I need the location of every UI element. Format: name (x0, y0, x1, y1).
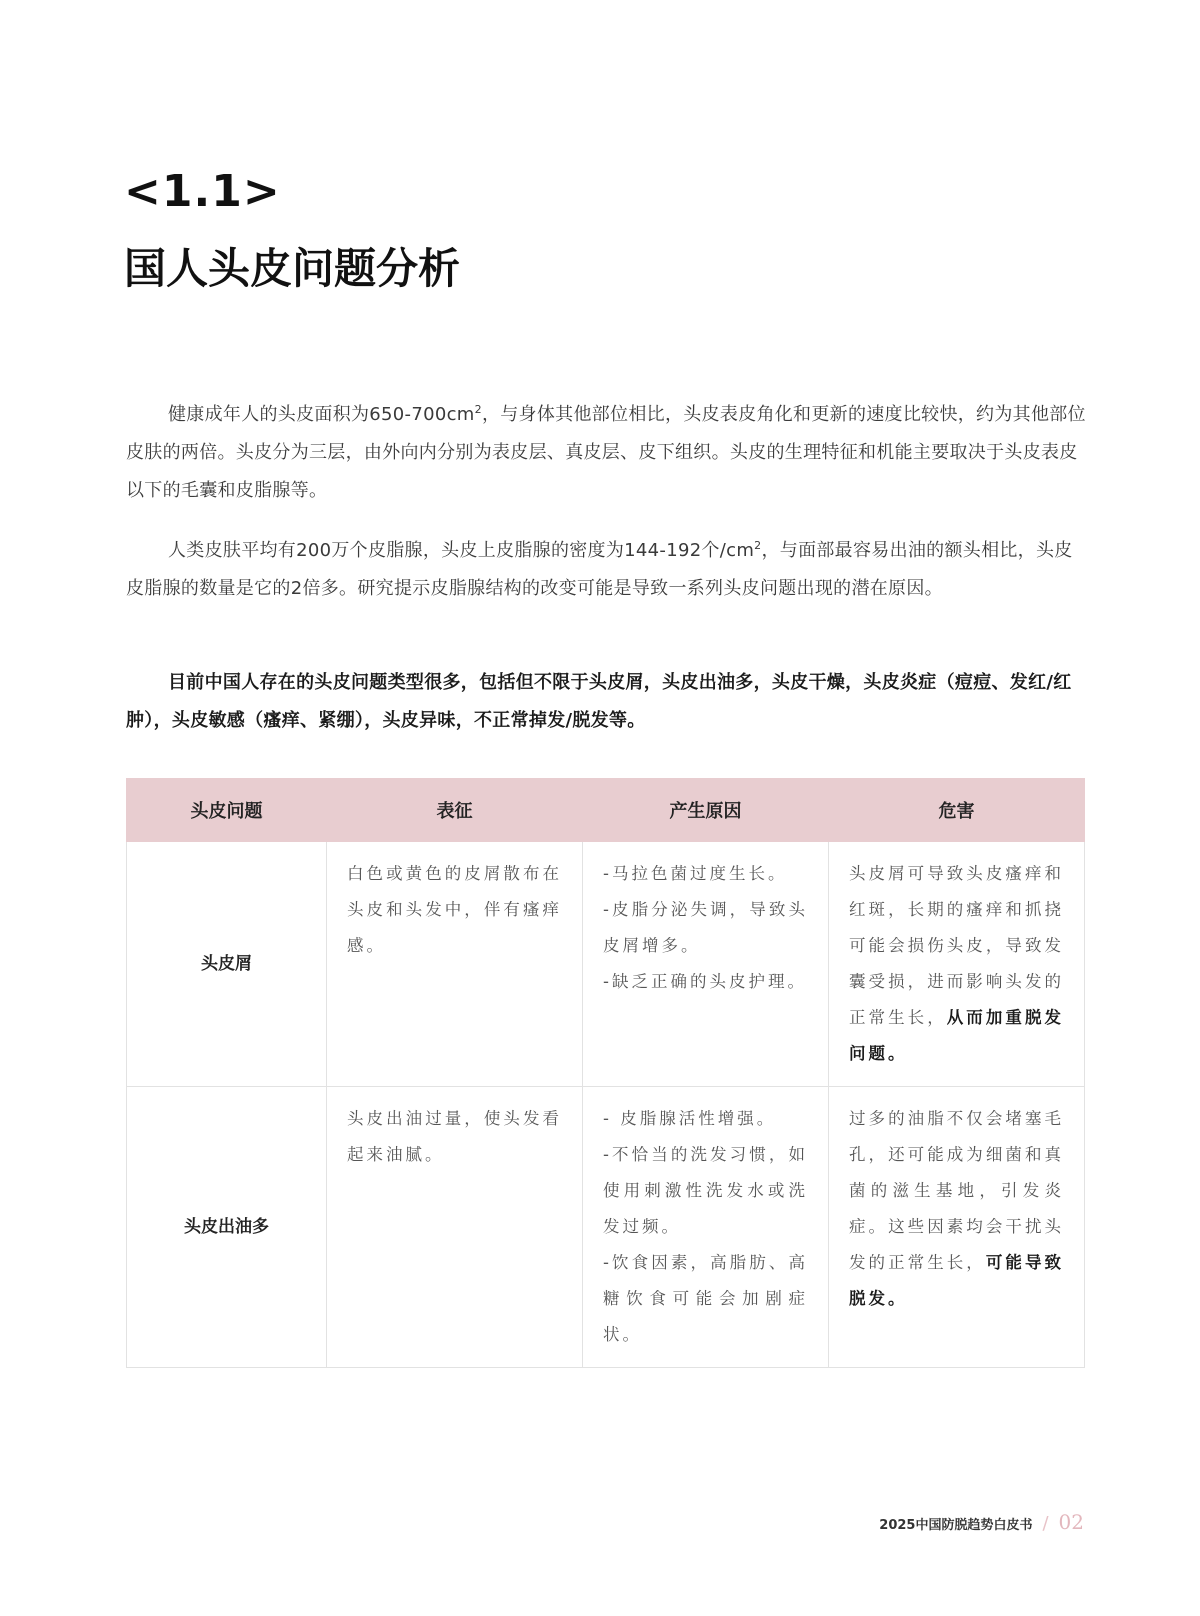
section-number: <1.1> (124, 166, 281, 217)
harm-cell: 头皮屑可导致头皮瘙痒和红斑，长期的瘙痒和抓挠可能会损伤头皮，导致发囊受损，进而影响头发的正常生长，从而加重脱发问题。 (829, 842, 1085, 1087)
problem-name: 头皮屑 (127, 842, 327, 1087)
section-title: 国人头皮问题分析 (124, 244, 461, 293)
paragraph-scalp-problem-types: 目前中国人存在的头皮问题类型很多，包括但不限于头皮屑，头皮出油多，头皮干燥，头皮炎症（痘痘、发红/红肿），头皮敏感（瘙痒、紧绷），头皮异味，不正常掉发/脱发等。 (126, 672, 1072, 731)
table-row (127, 1087, 1085, 1368)
table-row (127, 842, 1085, 1087)
symptom-cell: 头皮出油过量，使头发看起来油腻。 (327, 1087, 583, 1368)
symptom-cell: 白色或黄色的皮屑散布在头皮和头发中，伴有瘙痒感。 (327, 842, 583, 1087)
cause-item: -饮食因素，高脂肪、高糖饮食可能会加剧症状。 (603, 1253, 808, 1344)
footer-title: 2025中国防脱趋势白皮书 (879, 1518, 1033, 1533)
problem-name: 头皮出油多 (127, 1087, 327, 1368)
header-problem: 头皮问题 (127, 779, 327, 842)
harm-emphasis: 从而加重脱发问题。 (849, 1008, 1065, 1063)
cause-item: -缺乏正确的头皮护理。 (603, 972, 807, 991)
header-harm: 危害 (829, 779, 1085, 842)
cause-item: -马拉色菌过度生长。 (603, 864, 788, 883)
footer-separator: / (1042, 1513, 1049, 1534)
page-number: 02 (1058, 1510, 1084, 1534)
paragraph-scalp-area: 健康成年人的头皮面积为$650-700cm^2$，与身体其他部位相比，头皮表皮角化和更新的速度比较快，约为其他部位皮肤的两倍。头皮分为三层，由外向内分别为表皮层、真皮层、皮下组织。头皮的生理特征和机能主要取决于头皮表皮以下的毛囊和皮脂腺等。 (126, 403, 1086, 501)
header-cause: 产生原因 (583, 779, 829, 842)
table-header-row (127, 779, 1085, 842)
cause-cell (583, 1087, 829, 1368)
header-symptom: 表征 (327, 779, 583, 842)
harm-cell: 过多的油脂不仅会堵塞毛孔，还可能成为细菌和真菌的滋生基地，引发炎症。这些因素均会干扰头发的正常生长，可能导致脱发。 (829, 1087, 1085, 1368)
paragraph-sebaceous-glands: 人类皮肤平均有200万个皮脂腺，头皮上皮脂腺的密度为144-192个$/cm^2$，与面部最容易出油的额头相比，头皮皮脂腺的数量是它的2倍多。研究提示皮脂腺结构的改变可能是导致一系列头皮问题出现的潜在原因。 (126, 539, 1073, 599)
harm-emphasis: 可能导致脱发。 (849, 1253, 1065, 1308)
cause-item: - 皮脂腺活性增强。 (603, 1109, 777, 1128)
page-footer (879, 1510, 1084, 1534)
scalp-problems-table (126, 778, 1085, 1368)
cause-item: -不恰当的洗发习惯，如使用刺激性洗发水或洗发过频。 (603, 1145, 808, 1236)
cause-cell (583, 842, 829, 1087)
cause-item: -皮脂分泌失调，导致头皮屑增多。 (603, 900, 808, 955)
